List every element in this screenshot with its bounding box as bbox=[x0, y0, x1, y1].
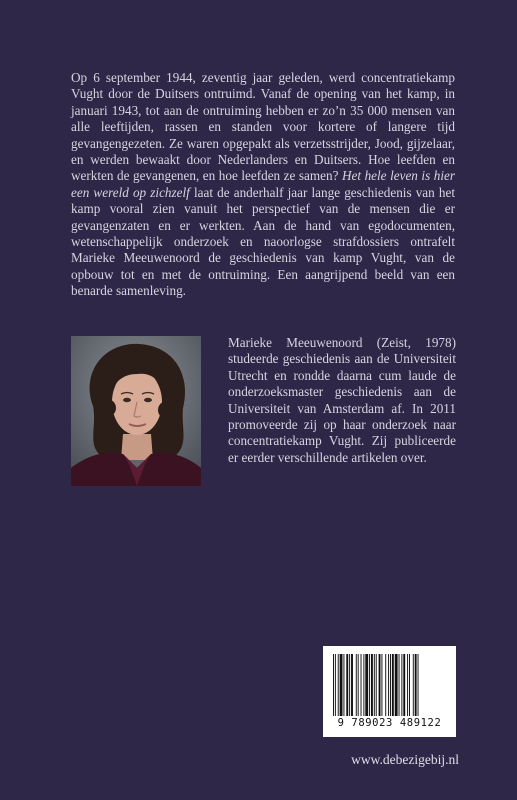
barcode-bar bbox=[338, 654, 339, 716]
barcode-bar bbox=[413, 654, 414, 716]
barcode-bar bbox=[346, 654, 348, 716]
barcode-bar bbox=[379, 654, 381, 716]
barcode-bar bbox=[376, 654, 377, 716]
barcode-bar bbox=[351, 654, 353, 716]
barcode-bar bbox=[363, 654, 364, 716]
barcode-bar bbox=[371, 654, 373, 716]
barcode-bar bbox=[401, 654, 402, 716]
blurb-text-part2: laat de anderhalf jaar lange geschiedenis van het kamp vooral zien vanuit het perspectief van de mensen die er gevangenzaten en er werkten. Aan de hand van egodocumenten, wetenschappelijk onderzoek en naoorlogse strafdossiers ontrafelt Marieke Meeuwenoord de geschiedenis van kamp Vught, van de opbouw tot en met de ontruiming. Een aangrijpend beeld van een benarde samenleving. bbox=[71, 184, 455, 299]
isbn-number: 9 789023 489122 bbox=[337, 717, 442, 729]
author-photo bbox=[71, 336, 201, 486]
author-portrait-image bbox=[71, 336, 201, 486]
barcode-bar bbox=[415, 654, 417, 716]
publisher-website[interactable]: www.debezigebij.nl bbox=[351, 752, 459, 767]
barcode-bar bbox=[395, 654, 398, 716]
barcode-bar bbox=[409, 654, 410, 716]
barcode-bar bbox=[418, 654, 419, 716]
barcode-bar bbox=[369, 654, 370, 716]
barcode-bar bbox=[358, 654, 359, 716]
barcode-bar bbox=[356, 654, 357, 716]
barcode-bar bbox=[361, 654, 362, 716]
barcode-box bbox=[323, 646, 456, 737]
barcode-bar bbox=[385, 654, 386, 716]
barcode-bar bbox=[403, 654, 405, 716]
barcode-bar bbox=[399, 654, 400, 716]
book-blurb bbox=[71, 70, 455, 300]
barcode-bar bbox=[343, 654, 344, 716]
author-bio: Marieke Meeuwenoord (Zeist, 1978) studeerde geschiedenis aan de Universiteit Utrecht en rondde daarna cum laude de onderzoeksmaster geschiedenis aan de Universiteit van Amsterdam af. In 2011 promoveerde zij op haar onderzoek naar concentratiekamp Vught. Zij publiceerde er eerder verschillende artikelen over. bbox=[228, 335, 456, 465]
barcode-bar bbox=[381, 654, 382, 716]
book-title-italic: Het hele leven is hier een wereld op zichzelf bbox=[71, 168, 455, 200]
barcode-bar bbox=[390, 654, 391, 716]
barcode-bar bbox=[392, 654, 394, 716]
barcode-bar bbox=[407, 654, 408, 716]
barcode-bar bbox=[388, 654, 389, 716]
barcode-bar bbox=[365, 654, 368, 716]
barcode-bar bbox=[374, 654, 375, 716]
barcode-bar bbox=[333, 654, 334, 716]
barcode-icon bbox=[332, 654, 447, 716]
barcode-bar bbox=[340, 654, 343, 716]
barcode-bar bbox=[349, 654, 350, 716]
barcode-bar bbox=[335, 654, 336, 716]
blurb-text-part1: Op 6 september 1944, zeventig jaar geleden, werd concentratiekamp Vught door de Duitsers ontruimd. Vanaf de opening van het kamp, in januari 1943, tot aan de ontruiming hebben er zo’n 35 000 mensen van alle leeftijden, rassen en standen voor kortere of langere tijd gevangengezeten. Ze waren opgepakt als verzetsstrijder, Jood, gijzelaar, en werden bewaakt door Nederlanders en Duitsers. Hoe leefden en werkten de gevangenen, en hoe leefden ze samen? bbox=[71, 70, 455, 184]
